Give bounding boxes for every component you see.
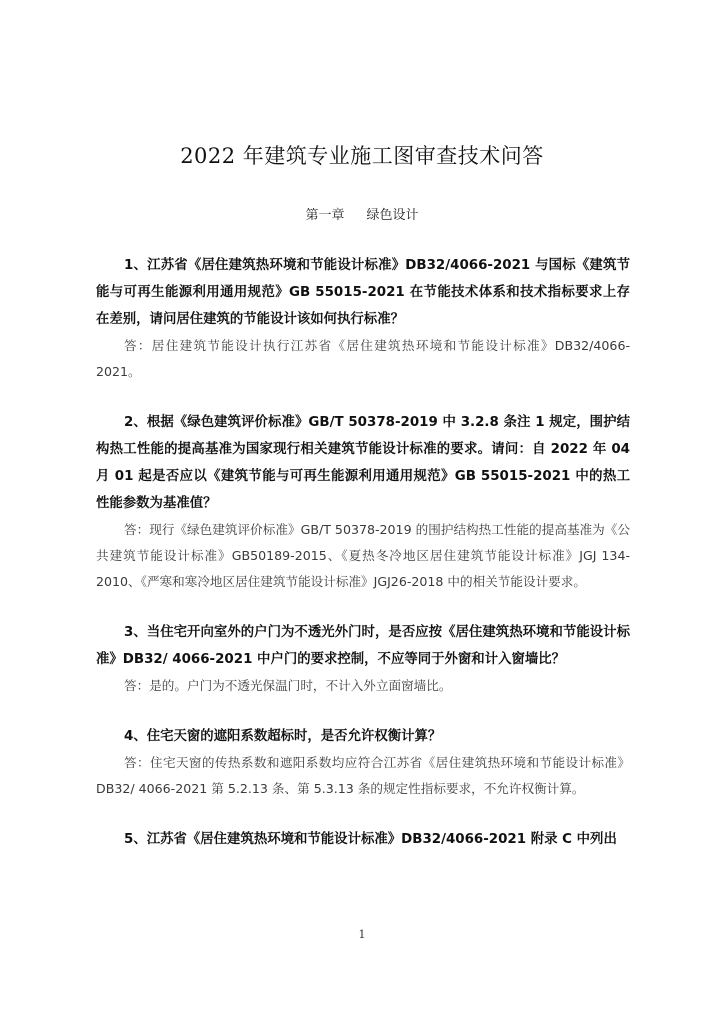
chapter-title: 绿色设计 [366, 208, 419, 223]
chapter-number: 第一章 [305, 208, 345, 223]
answer-3: 答：是的。户门为不透光保温门时，不计入外立面窗墙比。 [124, 678, 452, 693]
answer-1: 答：居住建筑节能设计执行江苏省《居住建筑热环境和节能设计标准》DB32/4066-2021。 [96, 338, 630, 379]
qa-item-3 [96, 619, 630, 699]
answer-2: 答：现行《绿色建筑评价标准》GB/T 50378-2019 的围护结构热工性能的提高基准为《公共建筑节能设计标准》GB50189-2015、《夏热冬冷地区居住建筑节能设计标准》JGJ 134-2010、《严寒和寒冷地区居住建筑节能设计标准》JGJ26-2018 中的相关节能设计要求。 [96, 522, 630, 589]
question-4: 4、住宅天窗的遮阳系数超标时，是否允许权衡计算？ [124, 729, 442, 744]
question-1: 1、江苏省《居住建筑热环境和节能设计标准》DB32/4066-2021 与国标《建筑节能与可再生能源利用通用规范》GB 55015-2021 在节能技术体系和技术指标要求上存在差别，请问居住建筑的节能设计该如何执行标准？ [96, 258, 630, 327]
qa-item-2 [96, 409, 630, 595]
qa-list [96, 252, 630, 877]
document-title: 2022 年建筑专业施工图审查技术问答 [180, 144, 544, 168]
qa-item-1 [96, 252, 630, 385]
qa-item-5 [96, 826, 630, 853]
chapter-heading [0, 204, 724, 223]
question-5: 5、江苏省《居住建筑热环境和节能设计标准》DB32/4066-2021 附录 C 中列出 [124, 832, 617, 847]
answer-4: 答：住宅天窗的传热系数和遮阳系数均应符合江苏省《居住建筑热环境和节能设计标准》DB32/ 4066-2021 第 5.2.13 条、第 5.3.13 条的规定性指标要求，不允许权衡计算。 [96, 755, 630, 796]
qa-item-4 [96, 723, 630, 802]
question-2: 2、根据《绿色建筑评价标准》GB/T 50378-2019 中 3.2.8 条注 1 规定，围护结构热工性能的提高基准为国家现行相关建筑节能设计标准的要求。请问：自 2022 年 04 月 01 起是否应以《建筑节能与可再生能源利用通用规范》GB 55015-2021 中的热工性能参数为基准值？ [96, 415, 630, 511]
question-3: 3、当住宅开向室外的户门为不透光外门时，是否应按《居住建筑热环境和节能设计标准》DB32/ 4066-2021 中户门的要求控制，不应等同于外窗和计入窗墙比？ [96, 625, 630, 667]
page-number: 1 [358, 928, 366, 941]
